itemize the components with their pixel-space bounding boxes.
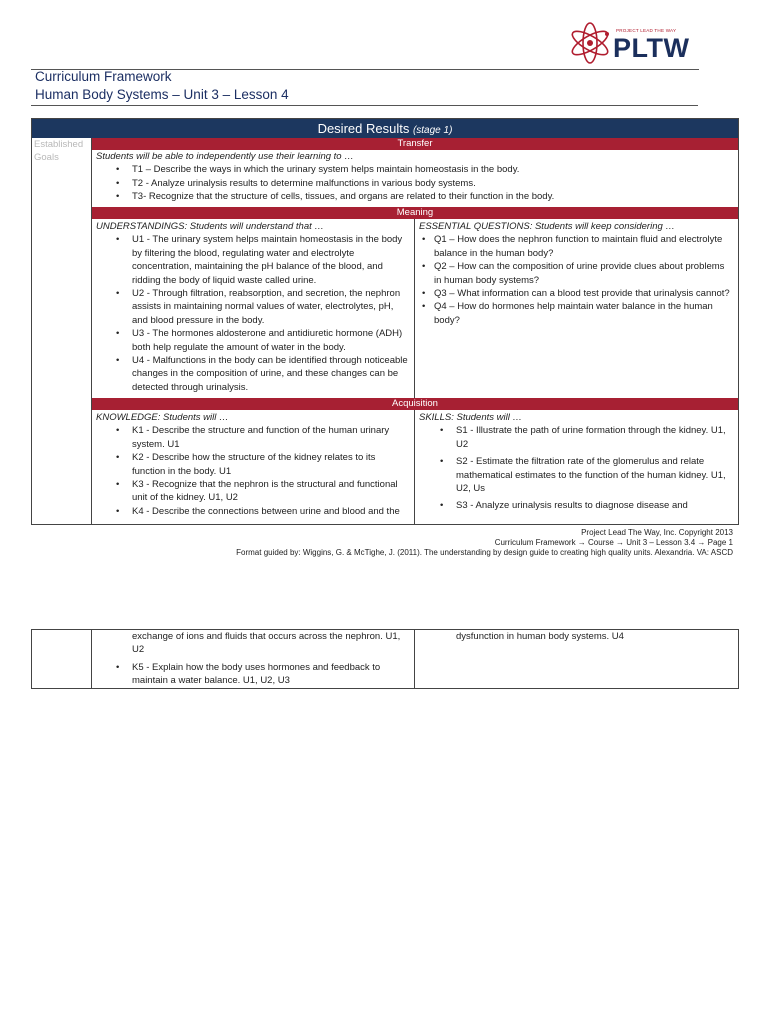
- list-item: • Q3 – What information can a blood test provide that urinalysis cannot?: [419, 287, 734, 300]
- skills-header: SKILLS: Students will …: [419, 412, 522, 423]
- footer-citation: Format guided by: Wiggins, G. & McTighe, J. (2011). The understanding by design guide to creating high quality units. Alexandria. VA: ASCD: [236, 548, 733, 557]
- understandings-cell: [96, 220, 411, 394]
- goals-divider: [91, 138, 92, 524]
- k4-continued: exchange of ions and fluids that occurs across the nephron. U1, U2: [132, 631, 401, 656]
- list-item: • Q1 – How does the nephron function to maintain fluid and electrolyte balance in the human body?: [419, 233, 734, 260]
- logo-tagline: PROJECT LEAD THE WAY: [616, 28, 677, 33]
- desired-results-table: [31, 118, 739, 525]
- doc-title: Curriculum Framework: [35, 69, 172, 84]
- established-goals-label: Established Goals: [34, 139, 84, 163]
- list-item: • K4 - Describe the connections between urine and blood and the: [96, 505, 411, 518]
- list-item: • T2 - Analyze urinalysis results to determine malfunctions in various body systems.: [96, 177, 736, 190]
- meaning-divider: [414, 219, 415, 398]
- knowledge-cell: [96, 411, 411, 518]
- transfer-intro: Students will be able to independently use their learning to …: [96, 151, 354, 162]
- transfer-bar: Transfer: [92, 138, 738, 150]
- stage-label: (stage 1): [412, 125, 453, 136]
- list-item: • K3 - Recognize that the nephron is the structural and functional unit of the kidney. U1, U2: [96, 478, 411, 505]
- continuation-skills-cell: [456, 630, 736, 643]
- header-rule-bottom: [31, 105, 698, 106]
- knowledge-list: [96, 424, 411, 518]
- list-item: • K2 - Describe how the structure of the kidney relates to its function in the body. U1: [96, 451, 411, 478]
- list-item: • S1 - Illustrate the path of urine formation through the kidney. U1, U2: [419, 424, 734, 451]
- knowledge-header: KNOWLEDGE: Students will …: [96, 412, 229, 423]
- pltw-logo: [566, 16, 706, 68]
- continuation-table: [31, 629, 739, 689]
- questions-list: [419, 233, 734, 327]
- page-footer: [236, 528, 733, 558]
- footer-breadcrumb: Curriculum Framework → Course → Unit 3 – Lesson 3.4 → Page 1: [494, 538, 733, 547]
- list-item: • T1 – Describe the ways in which the urinary system helps maintain homeostasis in the body.: [96, 163, 736, 176]
- acquisition-bar: Acquisition: [92, 398, 738, 410]
- doc-subtitle: Human Body Systems – Unit 3 – Lesson 4: [35, 87, 289, 102]
- understandings-list: [96, 233, 411, 394]
- skills-cell: [419, 411, 734, 513]
- meaning-bar: Meaning: [92, 207, 738, 219]
- s3-continued: dysfunction in human body systems. U4: [456, 631, 624, 642]
- acquisition-divider: [414, 410, 415, 524]
- list-item: • Q4 – How do hormones help maintain water balance in the human body?: [419, 300, 734, 327]
- list-item: • U4 - Malfunctions in the body can be identified through noticeable changes in the composition of urine, and these changes can be detected through urinalysis.: [96, 354, 411, 394]
- list-item: • S3 - Analyze urinalysis results to diagnose disease and: [419, 499, 734, 512]
- list-item: • Q2 – How can the composition of urine provide clues about problems in human body systems?: [419, 260, 734, 287]
- skills-list: [419, 424, 734, 512]
- list-item: • U1 - The urinary system helps maintain homeostasis in the body by filtering the blood, regulating water and electrolyte concentration, maintaining the pH balance of the blood, and ridding the body of liquid waste called urine.: [96, 233, 411, 287]
- understandings-header: UNDERSTANDINGS: Students will understand that …: [96, 221, 324, 232]
- continuation-divider: [414, 630, 415, 688]
- continuation-goals-divider: [91, 630, 92, 688]
- list-item: • U2 - Through filtration, reabsorption, and secretion, the nephron assists in maintaining normal values of water, electrolytes, pH, and blood pressure in the body.: [96, 287, 411, 327]
- list-item: • K1 - Describe the structure and function of the human urinary system. U1: [96, 424, 411, 451]
- transfer-cell: [96, 150, 736, 204]
- footer-copyright: Project Lead The Way, Inc. Copyright 2013: [581, 528, 733, 537]
- continuation-knowledge-cell: [96, 630, 411, 688]
- list-item: • U3 - The hormones aldosterone and antidiuretic hormone (ADH) both help regulate the amount of water in the body.: [96, 327, 411, 354]
- transfer-list: [96, 163, 736, 203]
- list-item: • T3- Recognize that the structure of cells, tissues, and organs are related to their function in the body.: [96, 190, 736, 203]
- atom-icon: [566, 16, 618, 68]
- questions-header: ESSENTIAL QUESTIONS: Students will keep considering …: [419, 221, 675, 232]
- logo-wordmark: PLTW: [613, 33, 690, 63]
- list-item: • S2 - Estimate the filtration rate of the glomerulus and relate mathematical estimates to the function of the human kidney. U1, U2, Us: [419, 455, 734, 495]
- desired-results-title: [32, 119, 738, 138]
- essential-questions-cell: [419, 220, 734, 327]
- list-item: • K5 - Explain how the body uses hormones and feedback to maintain a water balance. U1, U2, U3: [96, 661, 411, 688]
- desired-results-label: Desired Results: [317, 121, 410, 136]
- continuation-knowledge-list: [96, 661, 411, 688]
